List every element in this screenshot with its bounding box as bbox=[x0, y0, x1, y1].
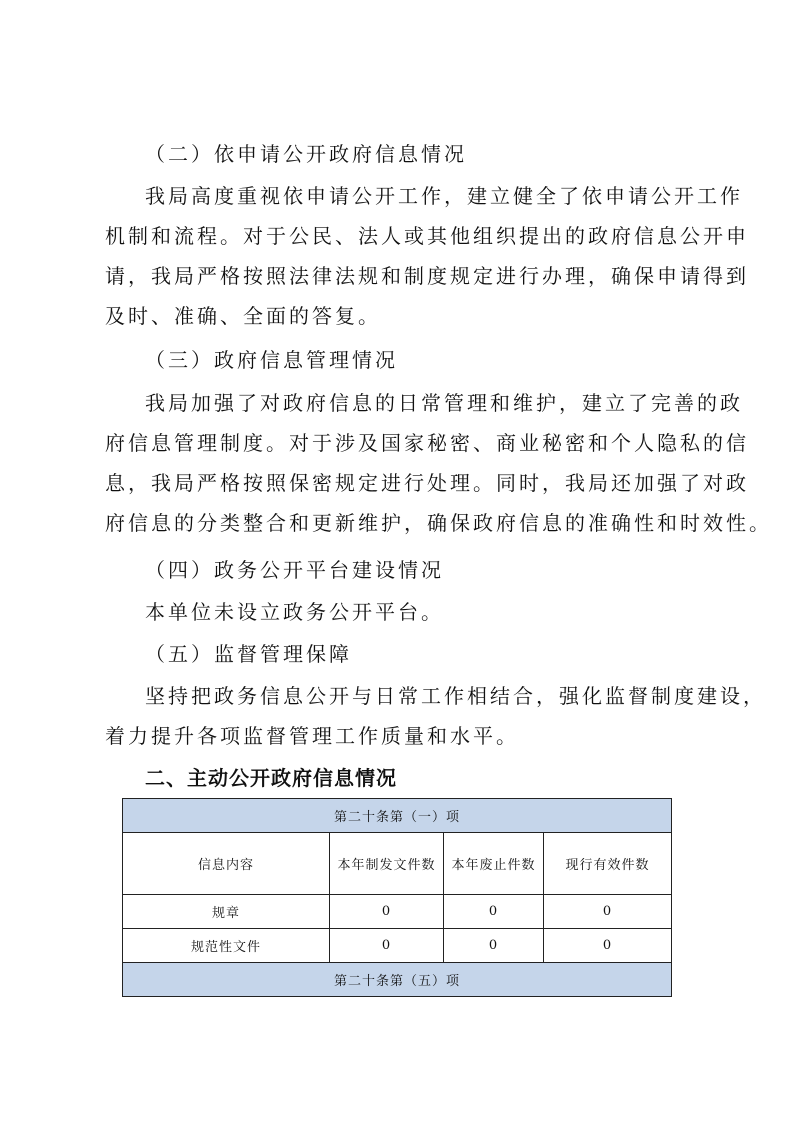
body-line: 我局高度重视依申请公开工作，建立健全了依申请公开工作 bbox=[145, 184, 743, 208]
body-line: 府信息管理制度。对于涉及国家秘密、商业秘密和个人隐私的信 bbox=[105, 431, 749, 455]
body-line: 着力提升各项监督管理工作质量和水平。 bbox=[105, 724, 519, 748]
header-made-count: 本年制发文件数 bbox=[330, 833, 444, 895]
section-heading-4: （四）政务公开平台建设情况 bbox=[145, 558, 444, 582]
body-line: 坚持把政务信息公开与日常工作相结合，强化监督制度建设， bbox=[145, 684, 766, 708]
body-line: 息，我局严格按照保密规定进行处理。同时，我局还加强了对政 bbox=[105, 471, 749, 495]
section-heading-5: （五）监督管理保障 bbox=[145, 642, 352, 666]
cell-abolished: 0 bbox=[444, 895, 544, 929]
body-line: 府信息的分类整合和更新维护，确保政府信息的准确性和时效性。 bbox=[105, 511, 772, 535]
section-heading-3: （三）政府信息管理情况 bbox=[145, 348, 398, 372]
cell-made: 0 bbox=[330, 929, 444, 963]
body-line: 我局加强了对政府信息的日常管理和维护，建立了完善的政 bbox=[145, 391, 743, 415]
table-row bbox=[123, 895, 672, 929]
body-line: 机制和流程。对于公民、法人或其他组织提出的政府信息公开申 bbox=[105, 224, 749, 248]
section-heading-2: （二）依申请公开政府信息情况 bbox=[145, 142, 467, 166]
cell-abolished: 0 bbox=[444, 929, 544, 963]
disclosure-table bbox=[122, 798, 672, 997]
body-line: 本单位未设立政务公开平台。 bbox=[145, 600, 444, 624]
band-title: 第二十条第（五）项 bbox=[123, 963, 672, 997]
header-valid-count: 现行有效件数 bbox=[544, 833, 672, 895]
part-heading: 二、主动公开政府信息情况 bbox=[145, 766, 397, 790]
table-band-row bbox=[123, 963, 672, 997]
table-row bbox=[123, 929, 672, 963]
section-body-5 bbox=[105, 676, 766, 756]
body-line: 及时、准确、全面的答复。 bbox=[105, 304, 381, 328]
table-header-row bbox=[123, 833, 672, 895]
band-title: 第二十条第（一）项 bbox=[123, 799, 672, 833]
body-line: 请，我局严格按照法律法规和制度规定进行办理，确保申请得到 bbox=[105, 264, 749, 288]
header-info-content: 信息内容 bbox=[123, 833, 330, 895]
header-abolished-count: 本年废止件数 bbox=[444, 833, 544, 895]
section-body-3 bbox=[105, 383, 772, 543]
cell-valid: 0 bbox=[544, 895, 672, 929]
section-body-4 bbox=[105, 592, 705, 632]
cell-valid: 0 bbox=[544, 929, 672, 963]
cell-made: 0 bbox=[330, 895, 444, 929]
section-body-2 bbox=[105, 176, 749, 336]
row-label: 规范性文件 bbox=[123, 929, 330, 963]
row-label: 规章 bbox=[123, 895, 330, 929]
table-band-row bbox=[123, 799, 672, 833]
